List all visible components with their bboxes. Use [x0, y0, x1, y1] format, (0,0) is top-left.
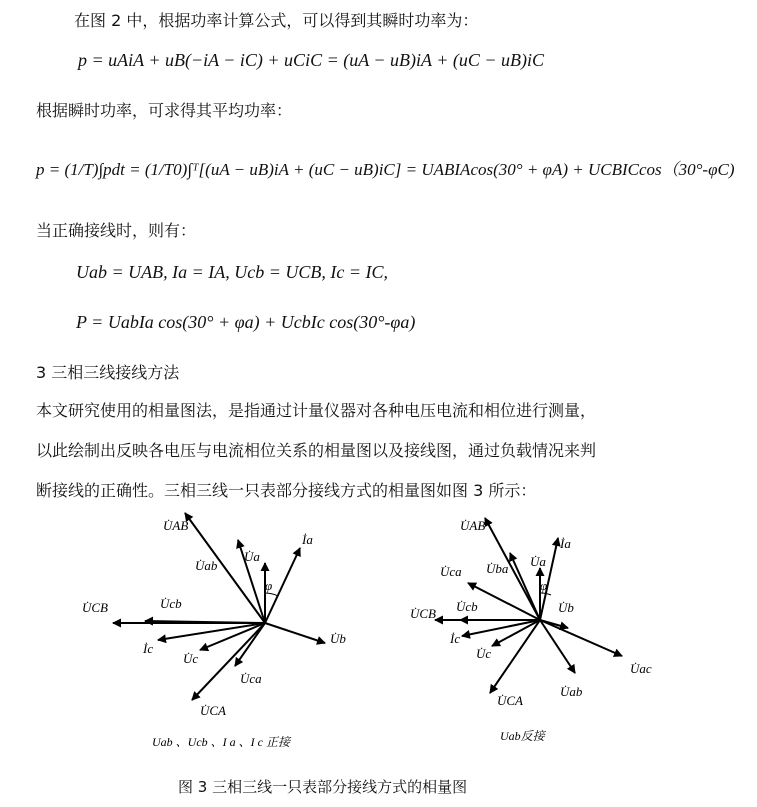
- diagram-label-right: Uab反接: [500, 729, 545, 743]
- paragraph-intro: 在图 2 中，根据功率计算公式，可以得到其瞬时功率为：: [74, 11, 479, 30]
- label-UCA-left: U̇CA: [200, 703, 226, 718]
- vector-UCA-r: [490, 620, 540, 693]
- label-Ucb-left: U̇cb: [160, 596, 182, 611]
- label-phi-left: φ: [265, 578, 273, 593]
- label-Ia-right: İa: [560, 536, 571, 551]
- label-Uca-left: U̇ca: [240, 671, 262, 686]
- label-Uab-right: U̇ab: [560, 684, 583, 699]
- label-Uc-left: U̇c: [183, 651, 199, 666]
- label-Uc-right: U̇c: [476, 646, 492, 661]
- equation-instantaneous-power: p = uAiA + uB(−iA − iC) + uCiC = (uA − uB)iA + (uC − uB)iC: [78, 50, 544, 70]
- label-UAB-right: U̇AB: [460, 518, 486, 533]
- equation-correct-relations: Uab = UAB, Ia = IA, Ucb = UCB, Ic = IC,: [76, 262, 389, 282]
- figure-caption: 图 3 三相三线一只表部分接线方式的相量图: [178, 778, 468, 796]
- angle-arc-left: [265, 593, 278, 596]
- phasor-diagram-left: [113, 513, 325, 700]
- label-Ucb-right: U̇cb: [456, 599, 478, 614]
- paragraph-correct-wiring: 当正确接线时，则有：: [36, 221, 197, 240]
- label-UCB-left: U̇CB: [82, 600, 108, 615]
- label-Ua-right: U̇a: [530, 554, 546, 569]
- label-UCB-right: U̇CB: [410, 606, 436, 621]
- section-heading: 3 三相三线接线方法: [36, 363, 180, 382]
- paragraph-method-3: 断接线的正确性。三相三线一只表部分接线方式的相量图如图 3 所示：: [36, 481, 537, 500]
- label-phi-right: φ: [540, 578, 548, 593]
- paragraph-method-2: 以此绘制出反映各电压与电流相位关系的相量图以及接线图，通过负载情况来判: [36, 441, 597, 460]
- vector-Ic-r: [462, 620, 540, 636]
- label-UCA-right: U̇CA: [497, 693, 523, 708]
- label-Uac-right: U̇ac: [630, 661, 652, 676]
- label-Ub-left: U̇b: [330, 631, 346, 646]
- label-Uab-left: U̇ab: [195, 558, 218, 573]
- label-Ub-right: U̇b: [558, 600, 574, 615]
- label-Ua-left: U̇a: [244, 549, 260, 564]
- label-Ic-left: İc: [143, 641, 154, 656]
- equation-average-power: p = (1/T)∫pdt = (1/T0)∫ᵀ[(uA − uB)iA + (uC − uB)iC] = UABIAcos(30° + φA) + UCBICcos（30°-φC): [36, 160, 735, 179]
- vector-Uc-r: [492, 620, 540, 646]
- equation-correct-power: P = UabIa cos(30° + φa) + UcbIc cos(30°-φa): [76, 312, 416, 332]
- label-UAB-left: U̇AB: [163, 518, 189, 533]
- vector-Ub: [265, 623, 325, 643]
- label-Ic-right: İc: [450, 631, 461, 646]
- label-Ia-left: İa: [302, 532, 313, 547]
- vector-UCA: [192, 623, 265, 700]
- phasor-diagrams: [0, 508, 757, 788]
- vector-Ic: [158, 623, 265, 640]
- label-Uba-right: U̇ba: [486, 561, 509, 576]
- diagram-label-left: Uab 、Ucb 、I a 、I c 正接: [152, 735, 290, 749]
- paragraph-method-1: 本文研究使用的相量图法，是指通过计量仪器对各种电压电流和相位进行测量，: [36, 401, 597, 420]
- paragraph-average-power: 根据瞬时功率，可求得其平均功率：: [36, 101, 293, 120]
- label-Uca-right: U̇ca: [440, 564, 462, 579]
